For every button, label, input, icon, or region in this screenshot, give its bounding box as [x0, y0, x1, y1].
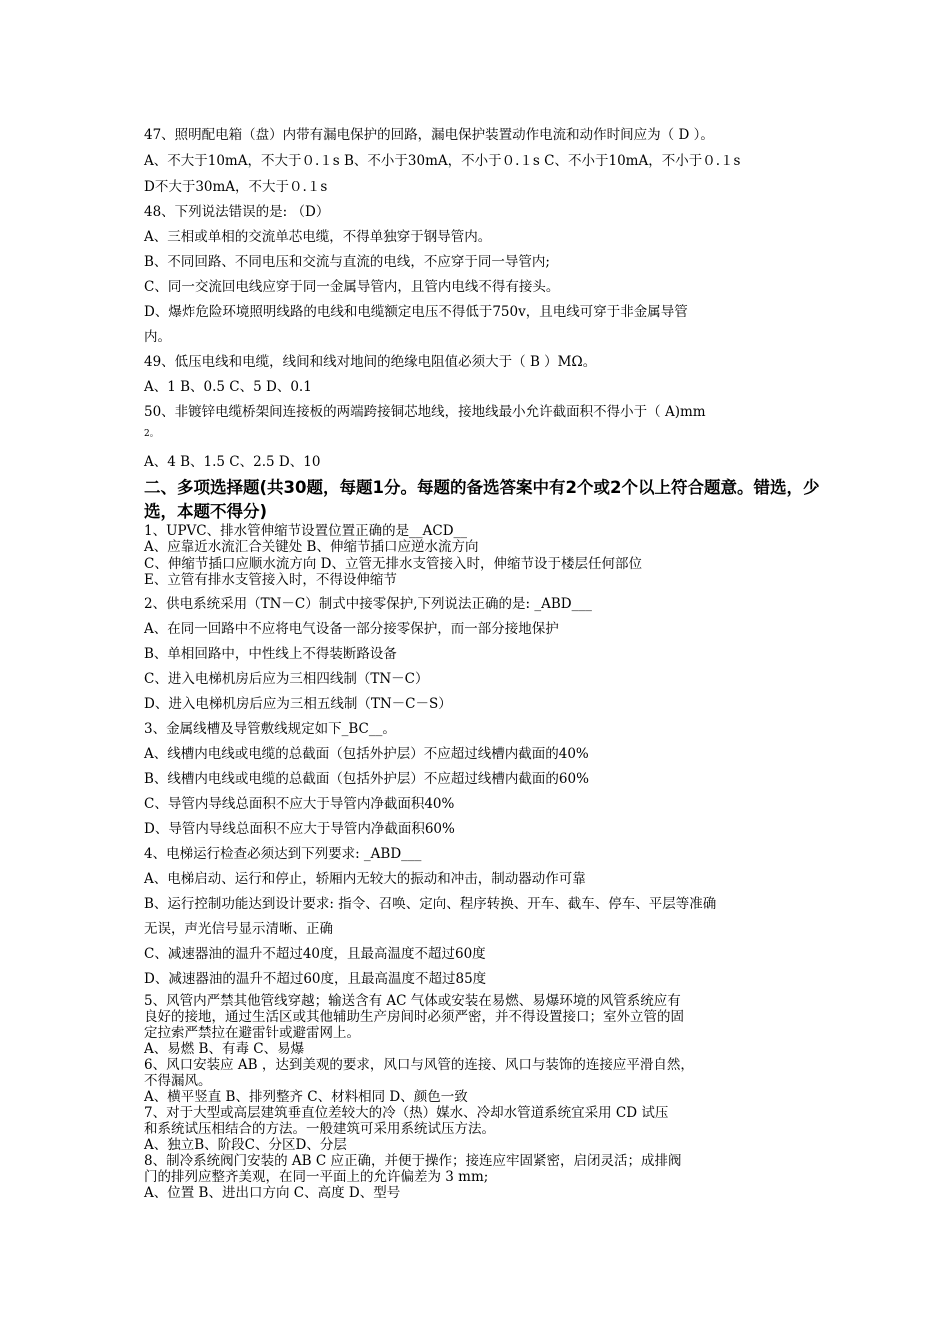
mq-5: 5、风管内严禁其他管线穿越；输送含有 AC 气体或安装在易燃、易爆环境的风管系统应有	[144, 993, 681, 1009]
mq-1-options-cd: C、伸缩节插口应顺水流方向 D、立管无排水支管接入时，伸缩节设于楼层任何部位	[144, 556, 642, 572]
mq-2-option-c: C、进入电梯机房后应为三相四线制（TN－C）	[144, 671, 429, 687]
mq-8-cont: 门的排列应整齐美观，在同一平面上的允许偏差为 3 mm;	[144, 1169, 489, 1185]
question-47: 47、照明配电箱（盘）内带有漏电保护的回路，漏电保护装置动作电流和动作时间应为（ D ）。	[144, 127, 714, 143]
question-48-option-d-cont: 内。	[144, 329, 171, 345]
mq-2: 2、供电系统采用（TN－C）制式中接零保护,下列说法正确的是: _ABD___	[144, 596, 592, 612]
mq-4: 4、电梯运行检查必须达到下列要求: _ABD___	[144, 846, 422, 862]
mq-8-options: A、位置 B、进出口方向 C、高度 D、型号	[144, 1185, 401, 1201]
mq-5-cont-2: 定拉索严禁拉在避雷针或避雷网上。	[144, 1025, 360, 1041]
mq-4-option-d: D、减速器油的温升不超过60度，且最高温度不超过85度	[144, 971, 487, 987]
mq-1: 1、UPVC、排水管伸缩节设置位置正确的是__ACD__	[144, 523, 468, 539]
question-48-option-d: D、爆炸危险环境照明线路的电线和电缆额定电压不得低于750v，且电线可穿于非金属导管	[144, 304, 688, 320]
mq-2-option-d: D、进入电梯机房后应为三相五线制（TN－C－S）	[144, 696, 452, 712]
mq-7-options: A、独立B、阶段C、分区D、分层	[144, 1137, 347, 1153]
mq-3: 3、金属线槽及导管敷线规定如下_BC__。	[144, 721, 396, 737]
mq-3-option-b: B、线槽内电线或电缆的总截面（包括外护层）不应超过线槽内截面的60%	[144, 771, 589, 787]
question-48-option-a: A、三相或单相的交流单芯电缆，不得单独穿于钢导管内。	[144, 229, 492, 245]
mq-4-option-c: C、减速器油的温升不超过40度，且最高温度不超过60度	[144, 946, 486, 962]
question-47-options: A、不大于10mA，不大于０.１s B、不小于30mA，不小于０.１s C、不小于10mA，不小于０.１s	[144, 153, 741, 169]
mq-3-option-c: C、导管内导线总面积不应大于导管内净截面积40%	[144, 796, 455, 812]
mq-3-option-d: D、导管内导线总面积不应大于导管内净截面积60%	[144, 821, 455, 837]
question-50-options: A、4 B、1.5 C、2.5 D、10	[144, 454, 321, 470]
mq-2-option-b: B、单相回路中，中性线上不得装断路设备	[144, 646, 397, 662]
question-48: 48、下列说法错误的是: （D）	[144, 204, 330, 220]
mq-8: 8、制冷系统阀门安装的 AB C 应正确，并便于操作；接连应牢固紧密，启闭灵活；成排阀	[144, 1153, 682, 1169]
mq-6: 6、风口安装应 AB ，达到美观的要求，风口与风管的连接、风口与装饰的连接应平滑自然，	[144, 1057, 694, 1073]
mq-4-option-b: B、运行控制功能达到设计要求: 指令、召唤、定向、程序转换、开车、截车、停车、平层等准确	[144, 896, 717, 912]
mq-6-options: A、横平竖直 B、排列整齐 C、材料相同 D、颜色一致	[144, 1089, 468, 1105]
question-48-option-c: C、同一交流回电线应穿于同一金属导管内，且管内电线不得有接头。	[144, 279, 560, 295]
mq-1-option-e: E、立管有排水支管接入时，不得设伸缩节	[144, 572, 397, 588]
mq-2-option-a: A、在同一回路中不应将电气设备一部分接零保护，而一部分接地保护	[144, 621, 559, 637]
mq-7: 7、对于大型或高层建筑垂直位差较大的冷（热）媒水、冷却水管道系统宜采用 CD 试压	[144, 1105, 669, 1121]
mq-3-option-a: A、线槽内电线或电缆的总截面（包括外护层）不应超过线槽内截面的40%	[144, 746, 589, 762]
question-47-option-d: D不大于30mA，不大于０.１s	[144, 179, 328, 195]
mq-6-cont: 不得漏风。	[144, 1073, 212, 1089]
question-49: 49、低压电线和电缆，线间和线对地间的绝缘电阻值必须大于（ B ）MΩ。	[144, 354, 597, 370]
section-heading: 二、多项选择题(共30题，每题1分。每题的备选答案中有2个或2个以上符合题意。错选，少选，本题不得分)	[144, 478, 820, 521]
question-50-superscript: 2。	[144, 429, 159, 439]
question-50: 50、非镀锌电缆桥架间连接板的两端跨接铜芯地线，接地线最小允许截面积不得小于（ A)mm	[144, 404, 706, 420]
mq-5-options: A、易燃 B、有毒 C、易爆	[144, 1041, 305, 1057]
question-48-option-b: B、不同回路、不同电压和交流与直流的电线，不应穿于同一导管内;	[144, 254, 550, 270]
mq-4-option-b-cont: 无误，声光信号显示清晰、正确	[144, 921, 333, 937]
mq-4-option-a: A、电梯启动、运行和停止，轿厢内无较大的振动和冲击，制动器动作可靠	[144, 871, 586, 887]
question-49-options: A、1 B、0.5 C、5 D、0.1	[144, 379, 312, 395]
mq-7-cont: 和系统试压相结合的方法。一般建筑可采用系统试压方法。	[144, 1121, 495, 1137]
mq-1-options-ab: A、应靠近水流汇合关键处 B、伸缩节插口应逆水流方向	[144, 539, 479, 555]
mq-5-cont-1: 良好的接地，通过生活区或其他辅助生产房间时必须严密，并不得设置接口；室外立管的固	[144, 1009, 684, 1025]
